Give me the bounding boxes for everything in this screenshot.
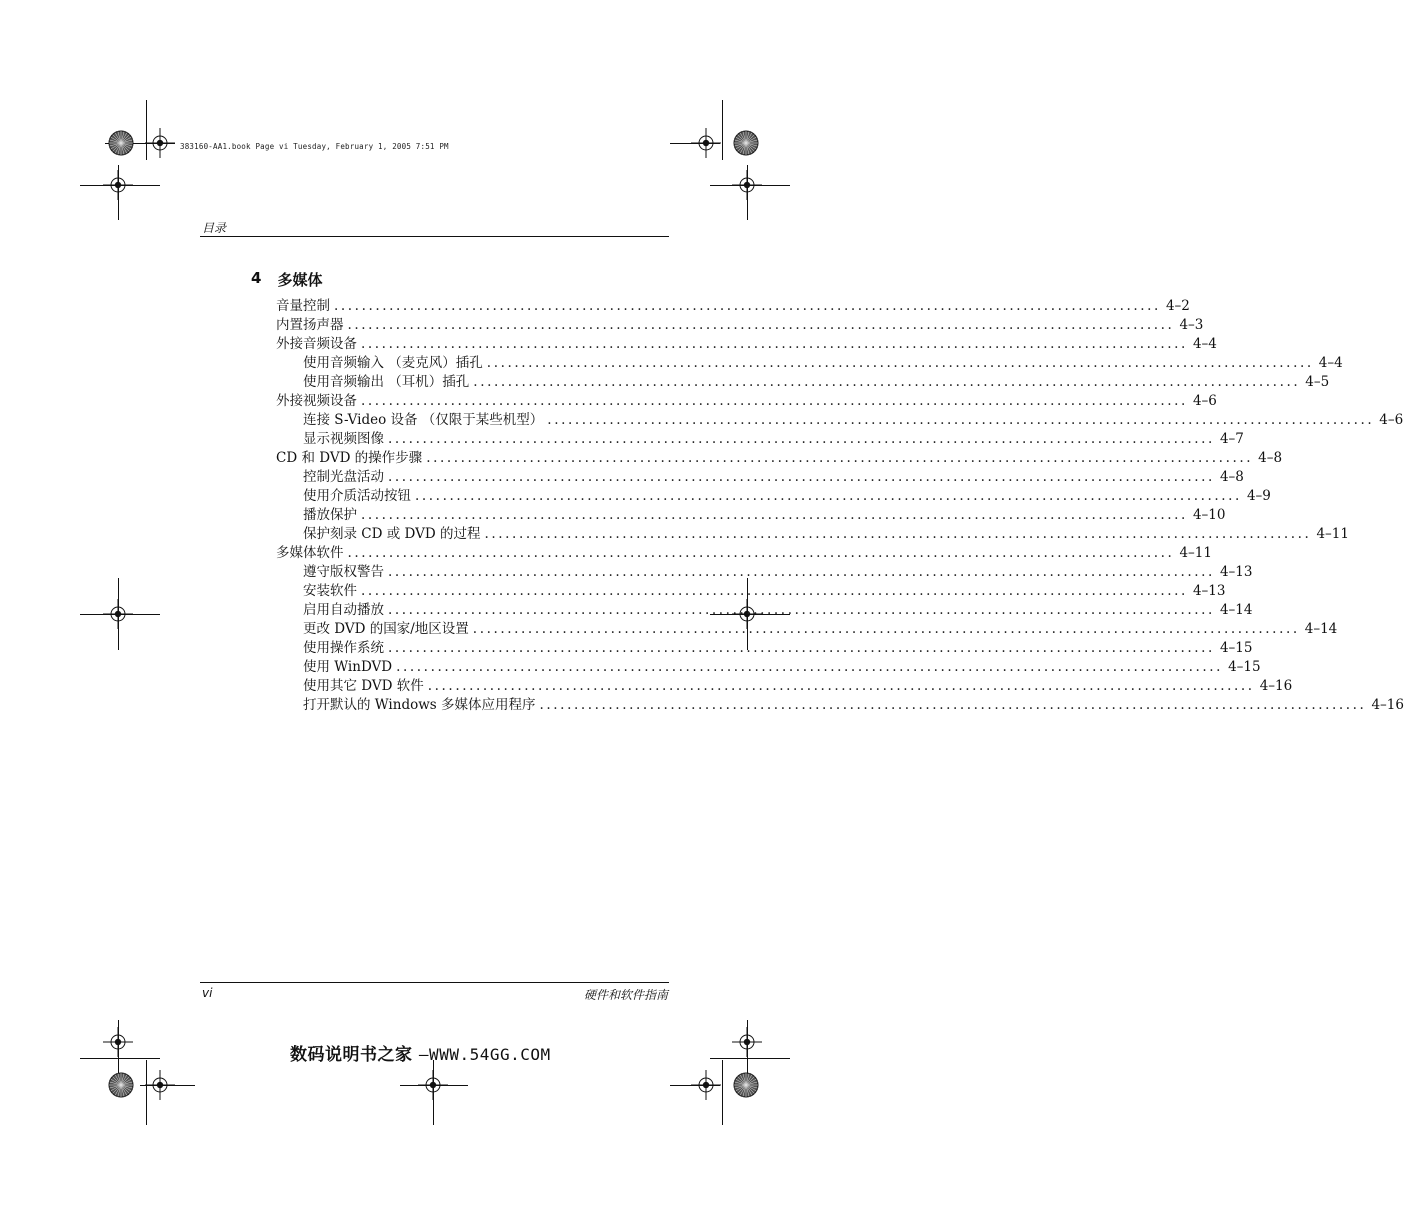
toc-dot-leader: ........................................................................................................................ xyxy=(472,621,1300,637)
color-target-icon xyxy=(108,1072,134,1098)
toc-entry-title: CD 和 DVD 的操作步骤 xyxy=(276,450,423,466)
crop-mark-line xyxy=(722,1060,723,1125)
toc-entry-page: 4–15 xyxy=(1219,640,1253,656)
crop-mark-line xyxy=(80,1058,160,1059)
toc-entry-page: 4–14 xyxy=(1219,602,1253,618)
toc-dot-leader: ........................................................................................................................ xyxy=(486,355,1314,371)
color-target-icon xyxy=(108,130,134,156)
toc-entry-title: 保护刻录 CD 或 DVD 的过程 xyxy=(303,526,481,542)
toc-dot-leader: ........................................................................................................................ xyxy=(361,336,1188,352)
toc-entry[interactable] xyxy=(276,411,1404,430)
toc-entry-page: 4–9 xyxy=(1246,488,1271,504)
toc-entry[interactable] xyxy=(276,487,1271,506)
toc-entry-page: 4–4 xyxy=(1192,336,1217,352)
toc-entry[interactable] xyxy=(276,335,1217,354)
toc-entry-page: 4–13 xyxy=(1192,583,1226,599)
toc-entry[interactable] xyxy=(276,392,1217,411)
toc-entry[interactable] xyxy=(276,677,1293,696)
registration-crosshair-icon xyxy=(103,1027,133,1057)
toc-entry[interactable] xyxy=(276,563,1253,582)
toc-entry-page: 4–6 xyxy=(1379,412,1404,428)
chapter-heading xyxy=(251,269,322,290)
toc-entry-title: 使用介质活动按钮 xyxy=(303,488,411,504)
toc-entry[interactable] xyxy=(276,601,1253,620)
toc-dot-leader: ........................................................................................................................ xyxy=(484,526,1312,542)
toc-entry[interactable] xyxy=(276,658,1261,677)
toc-dot-leader: ........................................................................................................................ xyxy=(427,678,1255,694)
crop-mark-line xyxy=(722,100,723,160)
toc-entry-page: 4–15 xyxy=(1228,659,1261,675)
print-slug-line: 383160-AA1.book Page vi Tuesday, February 1, 2005 7:51 PM xyxy=(180,142,449,151)
toc-dot-leader: ........................................................................................................................ xyxy=(547,412,1375,428)
toc-entry[interactable] xyxy=(276,430,1244,449)
toc-entry-page: 4–8 xyxy=(1258,450,1283,466)
toc-entry-page: 4–5 xyxy=(1305,374,1330,390)
toc-entry-page: 4–14 xyxy=(1304,621,1338,637)
toc-entry-title: 打开默认的 Windows 多媒体应用程序 xyxy=(303,697,536,713)
crop-mark-line xyxy=(710,1058,790,1059)
toc-entry-page: 4–10 xyxy=(1192,507,1226,523)
toc-entry-title: 使用其它 DVD 软件 xyxy=(303,678,424,694)
toc-entry-title: 使用操作系统 xyxy=(303,640,384,656)
toc-entry-page: 4–16 xyxy=(1259,678,1293,694)
toc-dot-leader: ........................................................................................................................ xyxy=(361,507,1188,523)
toc-dot-leader: ........................................................................................................................ xyxy=(415,488,1242,504)
color-target-icon xyxy=(733,1072,759,1098)
registration-crosshair-icon xyxy=(732,170,762,200)
registration-crosshair-icon xyxy=(691,1070,721,1100)
registration-crosshair-icon xyxy=(732,1027,762,1057)
registration-crosshair-icon xyxy=(418,1070,448,1100)
toc-entry-title: 音量控制 xyxy=(276,298,330,314)
toc-entry-title: 更改 DVD 的国家/地区设置 xyxy=(303,621,469,637)
chapter-title: 多媒体 xyxy=(277,271,323,289)
toc-entry-title: 使用音频输入 （麦克风）插孔 xyxy=(303,355,483,371)
toc-dot-leader: ........................................................................................................................ xyxy=(539,697,1367,713)
toc-entry-title: 内置扬声器 xyxy=(276,317,344,333)
footer-rule xyxy=(200,982,669,983)
color-target-icon xyxy=(733,130,759,156)
toc-entry[interactable] xyxy=(276,582,1226,601)
toc-entry-title: 多媒体软件 xyxy=(276,545,344,561)
toc-entry[interactable] xyxy=(276,354,1343,373)
toc-entry-title: 遵守版权警告 xyxy=(303,564,384,580)
toc-entry-title: 安装软件 xyxy=(303,583,357,599)
toc-dot-leader: ........................................................................................................................ xyxy=(388,640,1215,656)
toc-dot-leader: ........................................................................................................................ xyxy=(347,545,1175,561)
toc-entry[interactable] xyxy=(276,316,1204,335)
toc-entry-title: 连接 S-Video 设备 （仅限于某些机型） xyxy=(303,412,544,428)
toc-entry-page: 4–13 xyxy=(1219,564,1253,580)
toc-entry[interactable] xyxy=(276,525,1349,544)
toc-dot-leader: ........................................................................................................................ xyxy=(334,298,1161,314)
toc-entry-title: 外接音频设备 xyxy=(276,336,357,352)
toc-entry-title: 启用自动播放 xyxy=(303,602,384,618)
toc-entry-page: 4–3 xyxy=(1179,317,1204,333)
watermark xyxy=(290,1040,551,1065)
watermark-cn: 数码说明书之家 xyxy=(290,1045,413,1065)
header-rule xyxy=(200,236,669,237)
toc-entry[interactable] xyxy=(276,373,1330,392)
toc-entry-page: 4–4 xyxy=(1318,355,1343,371)
table-of-contents xyxy=(276,297,1404,715)
toc-entry-page: 4–8 xyxy=(1219,469,1244,485)
toc-entry[interactable] xyxy=(276,506,1226,525)
chapter-number: 4 xyxy=(251,269,262,287)
toc-entry[interactable] xyxy=(276,696,1404,715)
toc-entry-title: 播放保护 xyxy=(303,507,357,523)
toc-entry-page: 4–11 xyxy=(1179,545,1212,561)
watermark-url: —WWW.54GG.COM xyxy=(418,1045,551,1064)
toc-dot-leader: ........................................................................................................................ xyxy=(388,564,1215,580)
toc-entry[interactable] xyxy=(276,449,1283,468)
toc-dot-leader: ........................................................................................................................ xyxy=(361,393,1188,409)
toc-entry-page: 4–11 xyxy=(1316,526,1349,542)
toc-dot-leader: ........................................................................................................................ xyxy=(473,374,1301,390)
registration-crosshair-icon xyxy=(145,128,175,158)
toc-entry-page: 4–16 xyxy=(1371,697,1404,713)
toc-entry[interactable] xyxy=(276,297,1190,316)
toc-dot-leader: ........................................................................................................................ xyxy=(388,469,1215,485)
footer-page-label: vi xyxy=(202,986,213,1000)
registration-crosshair-icon xyxy=(145,1070,175,1100)
toc-dot-leader: ........................................................................................................................ xyxy=(388,602,1215,618)
registration-crosshair-icon xyxy=(691,128,721,158)
toc-entry-page: 4–6 xyxy=(1192,393,1217,409)
toc-dot-leader: ........................................................................................................................ xyxy=(426,450,1254,466)
toc-dot-leader: ........................................................................................................................ xyxy=(347,317,1175,333)
registration-crosshair-icon xyxy=(103,599,133,629)
toc-entry-title: 显示视频图像 xyxy=(303,431,384,447)
toc-dot-leader: ........................................................................................................................ xyxy=(396,659,1224,675)
toc-entry[interactable] xyxy=(276,468,1244,487)
toc-entry-title: 控制光盘活动 xyxy=(303,469,384,485)
toc-entry-title: 使用音频输出 （耳机）插孔 xyxy=(303,374,470,390)
toc-entry[interactable] xyxy=(276,639,1253,658)
toc-entry-page: 4–7 xyxy=(1219,431,1244,447)
toc-entry-title: 外接视频设备 xyxy=(276,393,357,409)
registration-crosshair-icon xyxy=(103,170,133,200)
toc-dot-leader: ........................................................................................................................ xyxy=(361,583,1188,599)
toc-entry[interactable] xyxy=(276,620,1338,639)
footer-book-title: 硬件和软件指南 xyxy=(583,988,668,1002)
running-header-title: 目录 xyxy=(202,221,227,235)
toc-entry-page: 4–2 xyxy=(1165,298,1190,314)
toc-entry-title: 使用 WinDVD xyxy=(303,659,393,675)
toc-entry[interactable] xyxy=(276,544,1212,563)
toc-dot-leader: ........................................................................................................................ xyxy=(388,431,1215,447)
